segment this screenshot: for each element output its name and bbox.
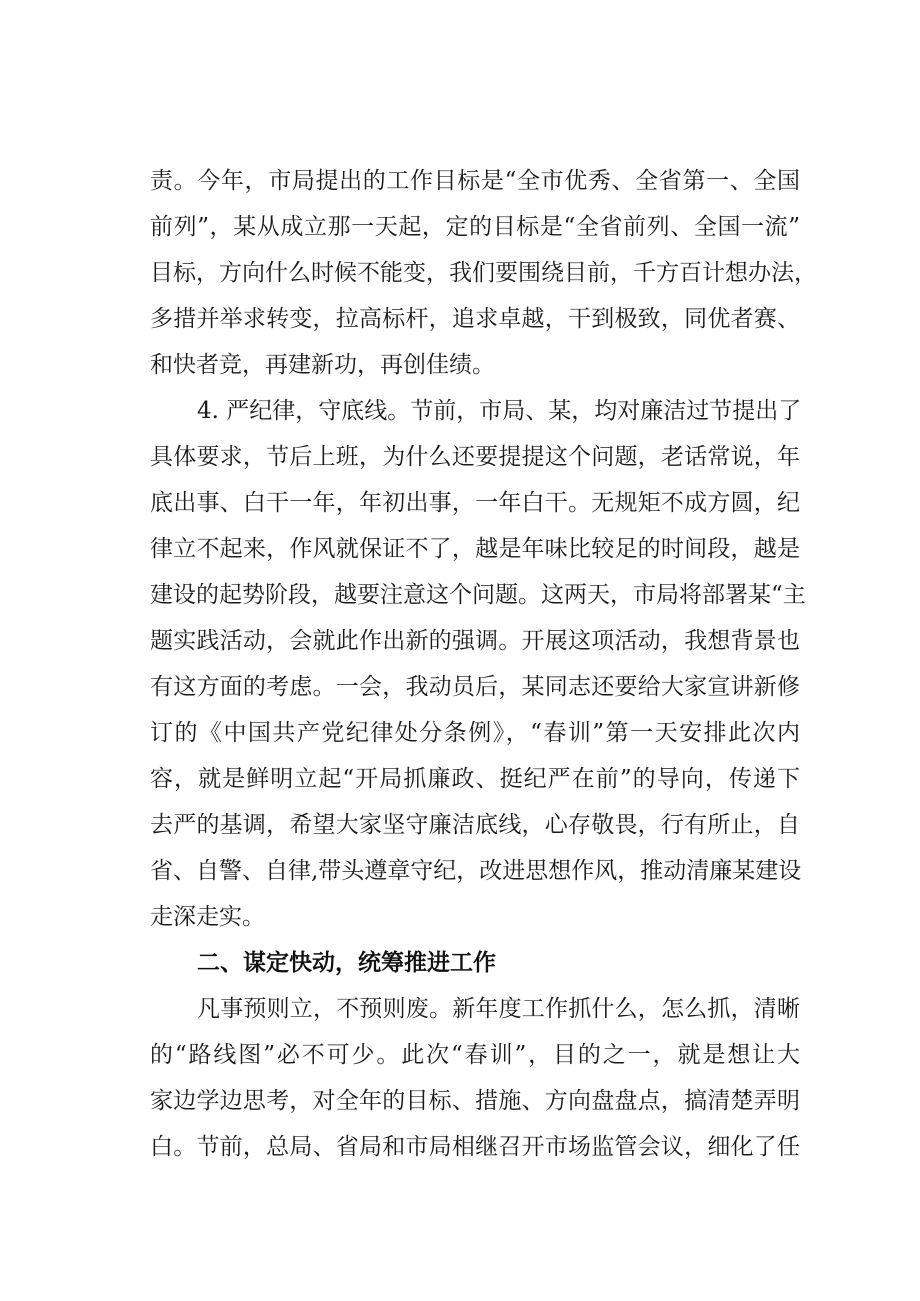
text-line: 凡事预则立，不预则废。新年度工作抓什么，怎么抓，清晰 — [197, 996, 800, 1022]
text-line: 有这方面的考虑。一会，我动员后，某同志还要给大家宣讲新修 — [150, 674, 800, 700]
text-line: 具体要求，节后上班，为什么还要提提这个问题，老话常说，年 — [150, 444, 800, 470]
text-line: 容，就是鲜明立起“开局抓廉政、挺纪严在前”的导向，传递下 — [150, 766, 800, 792]
paragraph-2 — [150, 388, 806, 940]
text-line: 题实践活动，会就此作出新的强调。开展这项活动，我想背景也 — [150, 628, 800, 654]
paragraph-1 — [150, 158, 817, 388]
text-line: 多措并举求转变，拉高标杆，追求卓越，干到极致，同优者赛、 — [150, 306, 800, 332]
text-line: 去严的基调，希望大家坚守廉洁底线，心存敬畏，行有所止，自 — [150, 812, 800, 838]
text-line: 的“路线图”必不可少。此次“春训”，目的之一，就是想让大 — [150, 1042, 800, 1068]
text-line: 责。今年，市局提出的工作目标是“全市优秀、全省第一、全国 — [150, 168, 800, 194]
document-body — [150, 158, 817, 1170]
text-line: 律立不起来，作风就保证不了，越是年味比较足的时间段，越是 — [150, 536, 800, 562]
text-line: 前列”，某从成立那一天起，定的目标是“全省前列、全国一流” — [150, 214, 800, 240]
text-line: 4. 严纪律，守底线。节前，市局、某，均对廉洁过节提出了 — [197, 398, 802, 424]
text-line: 底出事、白干一年，年初出事，一年白干。无规矩不成方圆，纪 — [150, 490, 800, 516]
section-heading: 二、谋定快动，统筹推进工作 — [197, 950, 496, 976]
text-line: 和快者竞，再建新功，再创佳绩。 — [150, 352, 495, 378]
text-line: 建设的起势阶段，越要注意这个问题。这两天，市局将部署某“主 — [150, 582, 806, 608]
text-line: 目标，方向什么时候不能变，我们要围绕目前，千方百计想办法， — [150, 260, 817, 286]
text-line: 订的《中国共产党纪律处分条例》，“春训”第一天安排此次内 — [150, 720, 800, 746]
paragraph-3 — [150, 986, 800, 1170]
text-line: 白。节前，总局、省局和市局相继召开市场监管会议，细化了任 — [150, 1134, 800, 1160]
text-line: 家边学边思考，对全年的目标、措施、方向盘盘点，搞清楚弄明 — [150, 1088, 800, 1114]
text-line: 走深走实。 — [150, 904, 265, 930]
text-line: 省、自警、自律,带头遵章守纪，改进思想作风，推动清廉某建设 — [150, 858, 802, 884]
